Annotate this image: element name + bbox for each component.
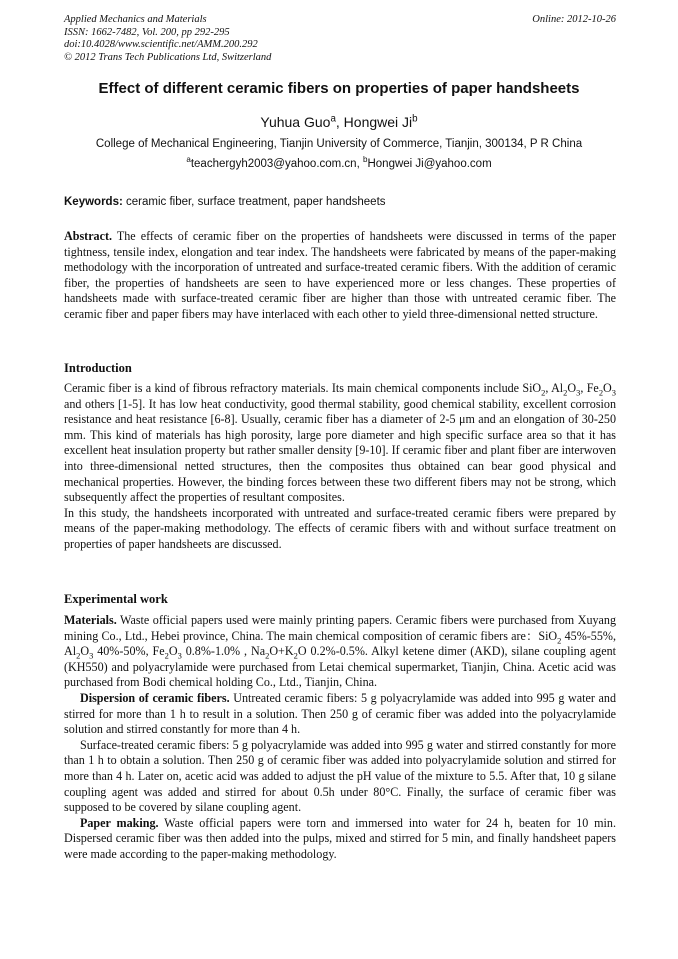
email-line [40,155,638,170]
paragraph: Surface-treated ceramic fibers: 5 g polyacrylamide was added into 995 g water and stirred constantly for more than 1 h to obtain a solution. Then 250 g of ceramic fiber was added into polyacrylamide solution and stirred for more than 4 h. Later on, acetic acid was added to adjust the pH value of the mixture to 5.5. After that, 10 g silane coupling agent was added and stirred for about 0.5h under 80°C. Finally, the surface of ceramic fiber was supposed to be covered by silane coupling agent. [64,737,616,815]
author-superscript: a [330,113,336,125]
author-name: Hongwei Ji [343,114,413,130]
paper-title: Effect of different ceramic fibers on properties of paper handsheets [98,80,580,97]
keywords [64,196,616,208]
paragraph: Ceramic fiber is a kind of fibrous refractory materials. Its main chemical components include SiO$_2$, $Al_2O_3$, $Fe_2O_3$ and others [1-5]. It has low heat conductivity, good thermal stability, good chemical stability, excellent corrosion resistance and heat resistance [6-8]. Usually, ceramic fiber has a diameter of 2-5 μm and an elongation of 30-250 mm. This kind of materials has high porosity, large pore diameter and high specific surface area so that it has excellent heat insulation property but rather smaller density [9-10]. If ceramic fiber and plant fiber are interwoven into three-dimensional netted structures, then the composites thus obtained can bear good physical and mechanical properties. However, the binding forces between these two different fibers may not be strong, which subsequently affect the properties of resultant composites. [64,381,617,505]
author-line [40,114,638,130]
email-address: Hongwei Ji@yahoo.com [367,158,492,170]
subsection-label: Materials. [64,613,117,627]
email-superscript: a [186,155,191,165]
journal-header [64,14,271,64]
email-address: teachergyh2003@yahoo.com.cn [190,158,357,170]
abstract [64,229,616,323]
email-separator: , [356,158,363,170]
keywords-text: ceramic fiber, surface treatment, paper handsheets [122,196,386,208]
keywords-label: Keywords: [64,196,123,208]
doi-line: doi:10.4028/www.scientific.net/AMM.200.292 [64,39,258,50]
paragraph: Dispersion of ceramic fibers. Untreated ceramic fibers: 5 g polyacrylamide was added into 995 g water and stirred for more than 1 h to result in a solution. Then 250 g of ceramic fiber was added into the polyacrylamide solution and stirred constantly for more than 4 h. [64,690,616,737]
section-heading-experimental: Experimental work [64,592,168,606]
copyright-line: © 2012 Trans Tech Publications Ltd, Switzerland [64,51,272,63]
subsection-label: Paper making. [80,815,159,830]
author-separator: , [335,114,344,130]
introduction-body [64,381,616,553]
issn-line: ISSN: 1662-7482, Vol. 200, pp 292-295 [64,26,230,38]
abstract-text: The effects of ceramic fiber on the properties of handsheets were discussed in terms of the paper tightness, tensile index, elongation and tear index. The handsheets were fabricated by means of the paper-making methodology with the incorporation of untreated and surface-treated ceramic fibers. With the addition of ceramic fiber, the properties of handsheets are seen to have experienced more or less changes. These properties of handsheets made with surface-treated ceramic fiber are higher than those with untreated ceramic fiber. The ceramic fiber and paper fibers may have interlaced with each other to yield three-dimensional netted structure. [64,229,616,321]
experimental-body [64,613,616,863]
paragraph: In this study, the handsheets incorporated with untreated and surface-treated ceramic fibers were prepared by means of the paper-making methodology. The effects of ceramic fibers with and without surface treatment on properties of paper handsheets are discussed. [64,505,616,551]
subsection-label: Dispersion of ceramic fibers. [80,690,230,705]
online-date: Online: 2012-10-26 [532,14,616,25]
affiliation: College of Mechanical Engineering, Tianjin University of Commerce, Tianjin, 300134, P R China [95,138,583,150]
email-superscript: b [362,155,368,165]
abstract-label: Abstract. [64,229,113,243]
paragraph: Paper making. Waste official papers were torn and immersed into water for 24 h, beaten for 10 min. Dispersed ceramic fiber was then added into the pulps, mixed and stirred for 5 min, and finally handsheet papers were made according to the paper-making methodology. [64,815,616,861]
paragraph: Materials. Waste official papers used were mainly printing papers. Ceramic fibers were purchased from Xuyang mining Co., Ltd., Hebei province, China. The main chemical composition of ceramic fibers are：SiO$_2$ 45%-55%, $Al_2O_3$ 40%-50%, $Fe_2O_3$ 0.8%-1.0% , $Na_2O+K_2O$ 0.2%-0.5%. Alkyl ketene dimer (AKD), silane coupling agent (KH550) and polyacrylamide were purchased from Letai chemical supermarket, Tianjin, China. Acetic acid was purchased from Bodi chemical holding Co., Ltd., Tianjin, China. [64,613,616,690]
author-name: Yuhua Guo [260,114,331,130]
author-superscript: b [412,113,418,125]
section-heading-introduction: Introduction [64,361,132,375]
journal-name: Applied Mechanics and Materials [64,14,207,25]
